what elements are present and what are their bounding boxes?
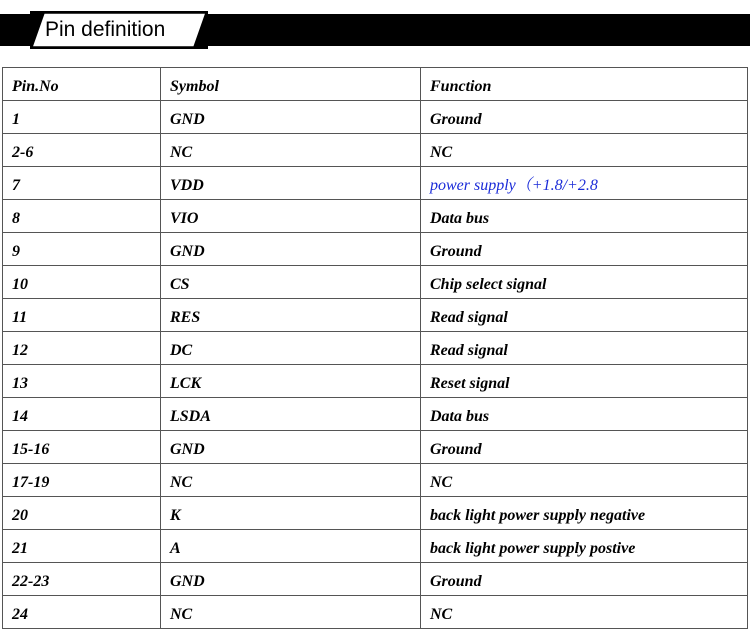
cell-function: [421, 365, 748, 398]
table-header-row: [3, 68, 748, 101]
cell-function: [421, 167, 748, 200]
cell-symbol-text: NC: [170, 474, 193, 491]
cell-pin: [3, 167, 161, 200]
table-row: [3, 167, 748, 200]
cell-function-text: Chip select signal: [430, 276, 547, 293]
pin-definition-table: [2, 67, 748, 629]
cell-pin-text: 8: [12, 210, 20, 227]
cell-pin: [3, 299, 161, 332]
cell-symbol: [161, 233, 421, 266]
cell-pin-text: 9: [12, 243, 20, 260]
cell-pin: [3, 200, 161, 233]
cell-function-text: Data bus: [430, 210, 490, 227]
cell-symbol: [161, 431, 421, 464]
cell-symbol: [161, 167, 421, 200]
cell-pin-text: 14: [12, 408, 28, 425]
cell-function: [421, 464, 748, 497]
page-title: Pin definition: [45, 18, 166, 41]
cell-function-text: Ground: [430, 441, 482, 458]
cell-pin-text: 22-23: [12, 573, 50, 590]
cell-symbol: [161, 134, 421, 167]
cell-symbol-text: NC: [170, 606, 193, 623]
table-row: [3, 332, 748, 365]
cell-function-text: back light power supply negative: [430, 507, 646, 524]
cell-symbol-text: RES: [170, 309, 201, 326]
cell-symbol-text: NC: [170, 144, 193, 161]
cell-pin-text: 2-6: [12, 144, 34, 161]
cell-symbol: [161, 464, 421, 497]
cell-pin: [3, 365, 161, 398]
cell-function-text: NC: [430, 606, 453, 623]
cell-function-text: Reset signal: [430, 375, 510, 392]
cell-pin-text: 12: [12, 342, 28, 359]
cell-pin-text: 11: [12, 309, 28, 326]
cell-function: [421, 134, 748, 167]
cell-function: [421, 101, 748, 134]
cell-function-text: NC: [430, 474, 453, 491]
table-row: [3, 497, 748, 530]
table-row: [3, 299, 748, 332]
cell-symbol: [161, 497, 421, 530]
cell-pin: [3, 464, 161, 497]
table-row: [3, 530, 748, 563]
cell-symbol: [161, 596, 421, 629]
cell-function: [421, 332, 748, 365]
cell-symbol-text: A: [170, 540, 181, 557]
cell-pin-text: 13: [12, 375, 28, 392]
cell-function-text: Ground: [430, 243, 482, 260]
cell-symbol: [161, 563, 421, 596]
cell-symbol: [161, 101, 421, 134]
cell-function: [421, 431, 748, 464]
cell-pin: [3, 101, 161, 134]
cell-function: [421, 200, 748, 233]
cell-function: [421, 596, 748, 629]
cell-pin: [3, 398, 161, 431]
cell-symbol: [161, 299, 421, 332]
cell-pin-text: 7: [12, 177, 20, 194]
cell-pin-text: 17-19: [12, 474, 50, 491]
cell-function-text: Ground: [430, 573, 482, 590]
table-row: [3, 200, 748, 233]
column-header-function: [421, 68, 748, 101]
cell-function: [421, 299, 748, 332]
cell-pin: [3, 266, 161, 299]
cell-function: [421, 398, 748, 431]
cell-pin: [3, 431, 161, 464]
table-row: [3, 464, 748, 497]
cell-pin: [3, 497, 161, 530]
cell-function: [421, 497, 748, 530]
cell-pin: [3, 530, 161, 563]
cell-function-text: Read signal: [430, 342, 508, 359]
cell-function-text: Data bus: [430, 408, 490, 425]
cell-pin-text: 1: [12, 111, 20, 128]
column-header-function-label: Function: [430, 78, 492, 95]
cell-pin-text: 15-16: [12, 441, 50, 458]
cell-symbol-text: GND: [170, 111, 205, 128]
cell-pin: [3, 134, 161, 167]
cell-symbol: [161, 200, 421, 233]
cell-symbol-text: GND: [170, 441, 205, 458]
cell-pin-text: 24: [12, 606, 28, 623]
table-row: [3, 233, 748, 266]
cell-function-text: Read signal: [430, 309, 508, 326]
column-header-pin: [3, 68, 161, 101]
cell-symbol-text: GND: [170, 573, 205, 590]
table-row: [3, 365, 748, 398]
table-row: [3, 596, 748, 629]
cell-pin-text: 20: [12, 507, 28, 524]
cell-function: [421, 563, 748, 596]
column-header-pin-label: Pin.No: [12, 78, 59, 95]
table-body: [3, 68, 748, 629]
column-header-symbol-label: Symbol: [170, 78, 219, 95]
cell-symbol: [161, 398, 421, 431]
cell-function-text: NC: [430, 144, 453, 161]
cell-symbol-text: K: [170, 507, 181, 524]
table-row: [3, 266, 748, 299]
cell-symbol: [161, 266, 421, 299]
table-row: [3, 431, 748, 464]
cell-symbol-text: LCK: [170, 375, 202, 392]
cell-symbol-text: DC: [170, 342, 193, 359]
cell-symbol: [161, 530, 421, 563]
cell-pin: [3, 563, 161, 596]
cell-pin: [3, 233, 161, 266]
cell-symbol-text: VDD: [170, 177, 204, 194]
table-row: [3, 134, 748, 167]
cell-pin-text: 10: [12, 276, 28, 293]
cell-pin: [3, 332, 161, 365]
cell-function-text: Ground: [430, 111, 482, 128]
cell-function: [421, 233, 748, 266]
table-row: [3, 398, 748, 431]
cell-symbol-text: GND: [170, 243, 205, 260]
cell-function-text: power supply（+1.8/+2.8: [430, 177, 598, 194]
cell-symbol-text: LSDA: [170, 408, 211, 425]
cell-function: [421, 266, 748, 299]
cell-function: [421, 530, 748, 563]
cell-pin: [3, 596, 161, 629]
table-row: [3, 563, 748, 596]
cell-pin-text: 21: [12, 540, 28, 557]
table-row: [3, 101, 748, 134]
cell-symbol: [161, 365, 421, 398]
column-header-symbol: [161, 68, 421, 101]
cell-symbol-text: VIO: [170, 210, 199, 227]
cell-symbol-text: CS: [170, 276, 190, 293]
cell-function-text: back light power supply postive: [430, 540, 636, 557]
cell-symbol: [161, 332, 421, 365]
